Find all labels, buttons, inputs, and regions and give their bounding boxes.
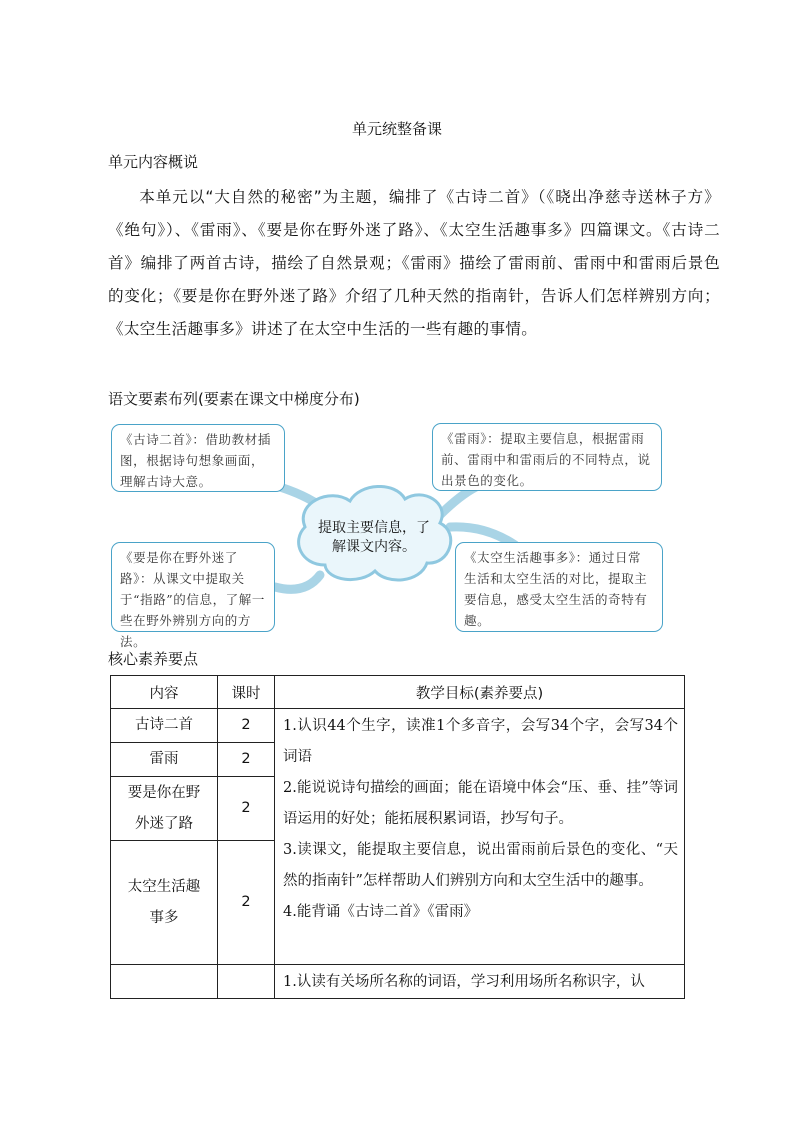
row-content: 要是你在野外迷了路 [111, 777, 218, 841]
table-header-row [111, 676, 685, 709]
elements-heading: 语文要素布列(要素在课文中梯度分布) [108, 390, 360, 408]
header-goals: 教学目标(素养要点) [275, 676, 685, 709]
element-box-lost-in-wild: 《要是你在野外迷了路》：从课文中提取关于“指路”的信息，了解一些在野外辨别方向的方法。 [111, 542, 275, 632]
table-row [111, 709, 685, 743]
element-box-thunderstorm: 《雷雨》：提取主要信息，根据雷雨前、雷雨中和雷雨后的不同特点，说出景色的变化。 [432, 423, 662, 491]
overview-paragraph: 本单元以“大自然的秘密”为主题，编排了《古诗二首》（《晓出净慈寺送林子方》《绝句》）、《雷雨》、《要是你在野外迷了路》、《太空生活趣事多》四篇课文。《古诗二首》编排了两首古诗，描绘了自然景观；《雷雨》描绘了雷雨前、雷雨中和雷雨后景色的变化；《要是你在野外迷了路》介绍了几种天然的指南针，告诉人们怎样辨别方向；《太空生活趣事多》讲述了在太空中生活的一些有趣的事情。 [108, 188, 720, 338]
goals-cell [275, 709, 685, 965]
row-hours: 2 [218, 841, 275, 965]
goal-item: 3.读课文，能提取主要信息，说出雷雨前后景色的变化、“天然的指南针”怎样帮助人们辨别方向和太空生活中的趣事。 [283, 842, 678, 889]
core-heading: 核心素养要点 [108, 650, 199, 668]
row-content: 雷雨 [111, 743, 218, 777]
cloud-center-text: 提取主要信息，了解课文内容。 [318, 520, 430, 555]
header-hours: 课时 [218, 676, 275, 709]
elements-mind-map [105, 415, 670, 649]
header-content: 内容 [111, 676, 218, 709]
row-hours: 2 [218, 743, 275, 777]
overview-heading: 单元内容概说 [108, 153, 199, 171]
page-title: 单元统整备课 [351, 120, 442, 138]
element-box-poems: 《古诗二首》：借助教材插图，根据诗句想象画面，理解古诗大意。 [111, 424, 285, 492]
row-hours: 2 [218, 777, 275, 841]
element-box-space-life: 《太空生活趣事多》：通过日常生活和太空生活的对比，提取主要信息，感受太空生活的奇特有趣。 [455, 542, 663, 632]
goal-item: 4.能背诵《古诗二首》《雷雨》 [283, 904, 479, 920]
row-content-empty [111, 965, 218, 999]
goal-item: 1.认识44个生字，读准1个多音字，会写34个字，会写34个词语 [283, 718, 678, 765]
goal-item: 1.认读有关场所名称的词语，学习利用场所名称识字，认 [275, 965, 685, 999]
row-content: 太空生活趣事多 [111, 841, 218, 965]
core-table [110, 675, 685, 999]
row-hours: 2 [218, 709, 275, 743]
goal-item: 2.能说说诗句描绘的画面；能在语境中体会“压、垂、挂”等词语运用的好处；能拓展积累词语，抄写句子。 [283, 780, 678, 827]
row-hours-empty [218, 965, 275, 999]
row-content: 古诗二首 [111, 709, 218, 743]
table-row [111, 965, 685, 999]
